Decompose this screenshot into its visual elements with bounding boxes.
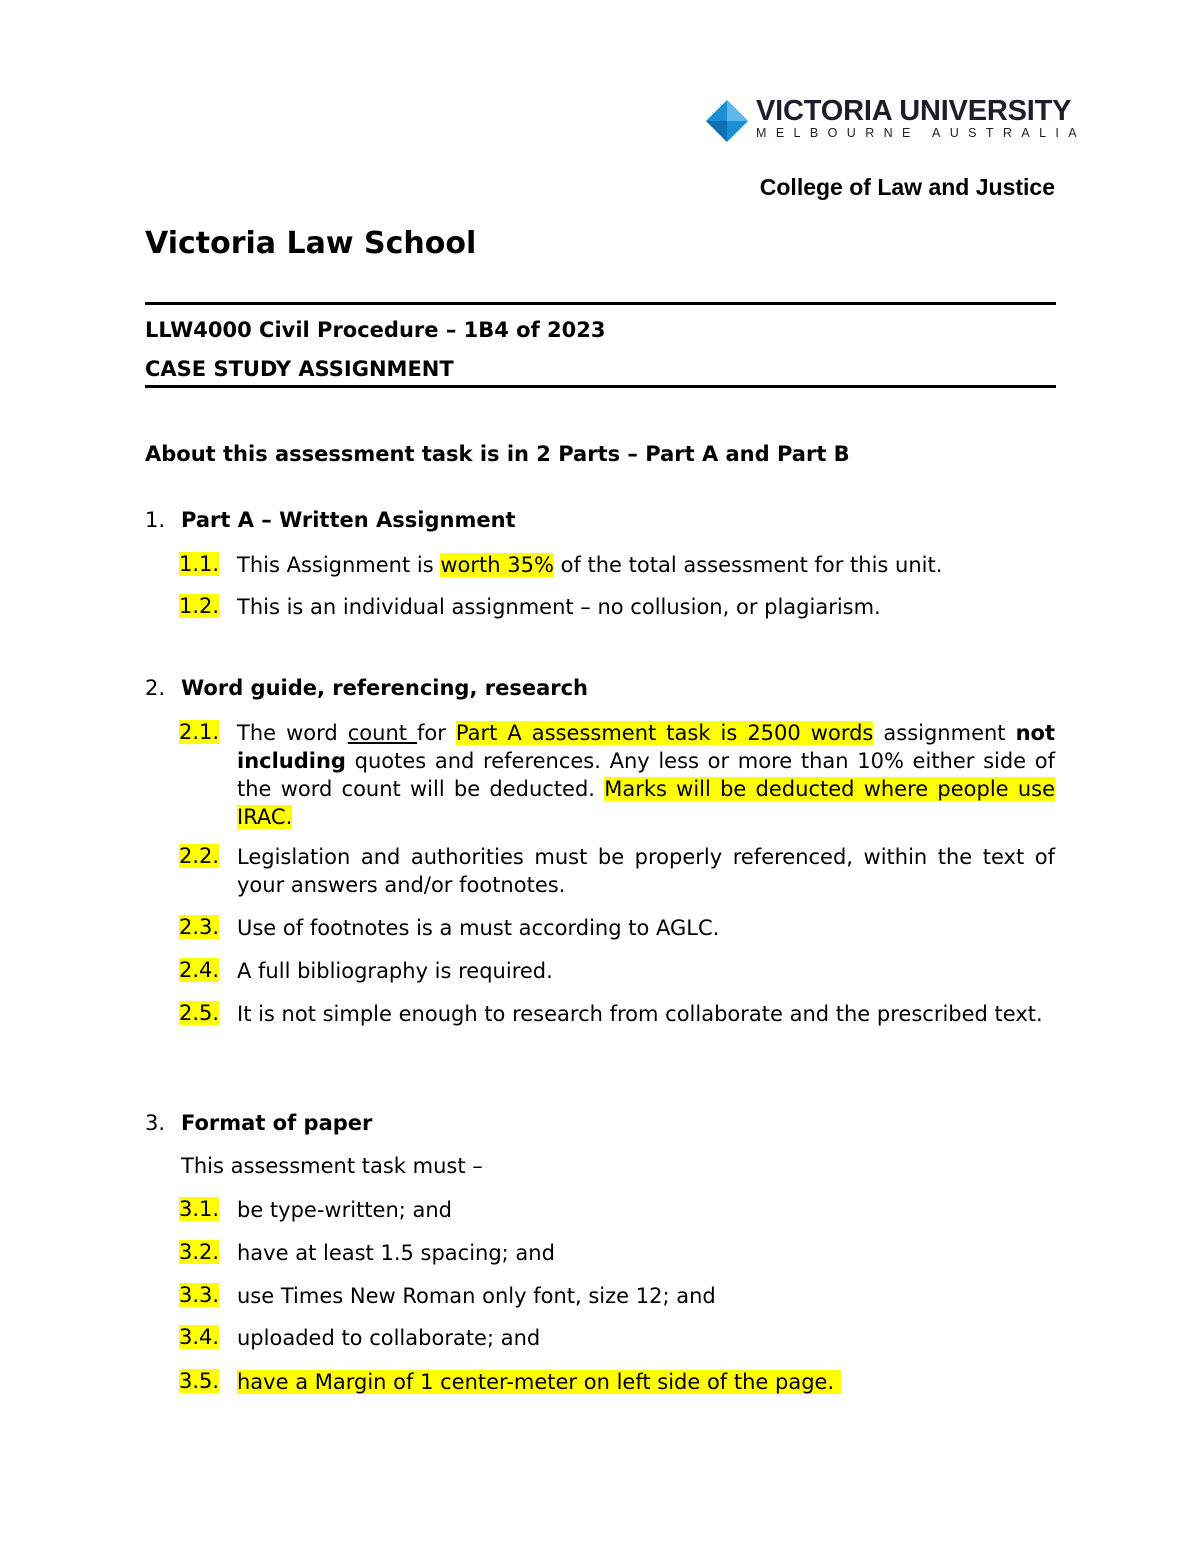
item-text: uploaded to collaborate; and xyxy=(237,1326,541,1350)
school-title: Victoria Law School xyxy=(145,226,477,261)
item-text: Use of footnotes is a must according to AGLC. xyxy=(237,916,720,940)
item-text: Legislation and authorities must be properly referenced, within the text of your answers and/or footnotes. xyxy=(237,845,1055,897)
item-text: have a Margin of 1 center-meter on left side of the page. xyxy=(237,1370,841,1394)
item-number: 3.5. xyxy=(179,1369,220,1393)
section-heading: Part A – Written Assignment xyxy=(181,508,516,532)
item-number: 2.5. xyxy=(179,1001,220,1025)
item-number: 2.2. xyxy=(179,844,220,868)
bottom-rule xyxy=(145,385,1056,388)
diamond-logo-icon xyxy=(704,98,750,144)
item-number: 3.2. xyxy=(179,1240,220,1264)
university-logo xyxy=(704,95,1087,146)
item-number: 3.4. xyxy=(179,1325,220,1349)
item-text: A full bibliography is required. xyxy=(237,959,553,983)
top-rule xyxy=(145,302,1056,305)
item-text: This Assignment is worth 35% of the total assessment for this unit. xyxy=(237,553,943,577)
item-number: 1.2. xyxy=(179,594,220,618)
assignment-title: CASE STUDY ASSIGNMENT xyxy=(145,357,454,381)
item-text: It is not simple enough to research from collaborate and the prescribed text. xyxy=(237,1002,1043,1026)
item-number: 3.3. xyxy=(179,1283,220,1307)
item-number: 2.3. xyxy=(179,915,220,939)
item-text: This is an individual assignment – no collusion, or plagiarism. xyxy=(237,595,881,619)
item-number: 1.1. xyxy=(179,552,220,576)
section-heading: Word guide, referencing, research xyxy=(181,676,588,700)
item-number: 2.4. xyxy=(179,958,220,982)
college-name: College of Law and Justice xyxy=(759,174,1055,200)
logo-name: VICTORIA UNIVERSITY xyxy=(756,95,1072,127)
item-text: use Times New Roman only font, size 12; and xyxy=(237,1284,716,1308)
about-heading: About this assessment task is in 2 Parts – Part A and Part B xyxy=(145,442,850,466)
section-heading: Format of paper xyxy=(181,1111,373,1135)
item-text: The word count for Part A assessment task is 2500 words assignment not including quotes and references. Any less or more than 10% either side of the word count will be deducted. Marks will be deducted where people use IRAC. xyxy=(237,721,1055,829)
logo-subtitle: MELBOURNE AUSTRALIA xyxy=(756,126,1087,140)
section-number: 1. xyxy=(145,508,166,532)
section-number: 3. xyxy=(145,1111,166,1135)
course-title: LLW4000 Civil Procedure – 1B4 of 2023 xyxy=(145,318,606,342)
item-number: 3.1. xyxy=(179,1197,220,1221)
section-number: 2. xyxy=(145,676,166,700)
section-intro: This assessment task must – xyxy=(181,1154,483,1178)
item-text: have at least 1.5 spacing; and xyxy=(237,1241,555,1265)
item-number: 2.1. xyxy=(179,720,220,744)
item-text: be type-written; and xyxy=(237,1198,453,1222)
